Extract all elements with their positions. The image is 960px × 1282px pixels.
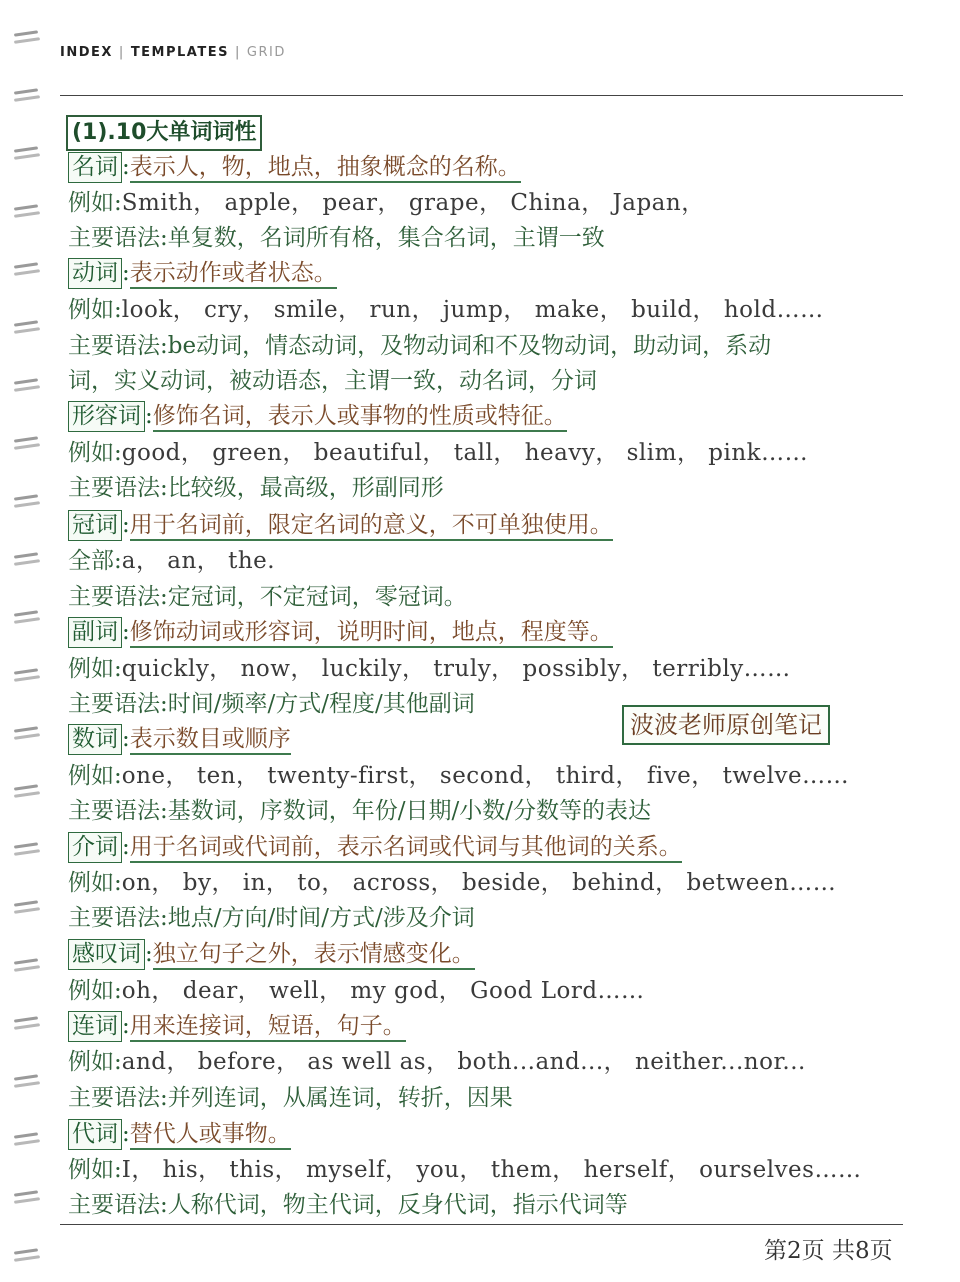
example-line: 例如:quickly， now， luckily， truly， possibly， terribly…… (68, 656, 791, 682)
binding-ring-icon (14, 724, 42, 746)
category-line: 形容词 :修饰名词，表示人或事物的性质或特征。 (68, 399, 567, 433)
grammar-text-continued: 词，实义动词，被动语态，主谓一致，动名词，分词 (68, 368, 597, 394)
binding-ring-icon (14, 318, 42, 340)
grammar-line: 主要语法:be动词，情态动词，及物动词和不及物动词，助动词，系动 (68, 333, 772, 359)
binding-ring-icon (14, 1014, 42, 1036)
binding-ring-icon (14, 28, 42, 50)
example-line: 例如:good， green， beautiful， tall， heavy， slim， pink…… (68, 440, 809, 466)
grammar-line: 主要语法:基数词，序数词，年份/日期/小数/分数等的表达 (68, 798, 651, 824)
grammar-continuation-line (68, 364, 597, 398)
binding-ring-icon (14, 260, 42, 282)
category-line: 名词 :表示人，物，地点，抽象概念的名称。 (68, 150, 521, 184)
example-label: 例如 (68, 870, 114, 896)
binding-ring-icon (14, 608, 42, 630)
header-index: INDEX (60, 45, 113, 60)
category-line: 数词 :表示数目或顺序 (68, 722, 291, 756)
category-label: 冠词 (68, 510, 122, 541)
category-definition: 表示人，物，地点，抽象概念的名称。 (130, 154, 521, 183)
grammar-text: 人称代词，物主代词，反身代词，指示代词等 (167, 1192, 628, 1218)
example-label: 例如 (68, 440, 114, 466)
grammar-text: 时间/频率/方式/程度/其他副词 (167, 691, 475, 717)
grammar-label: 主要语法 (68, 225, 160, 251)
category-line: 感叹词 :独立句子之外，表示情感变化。 (68, 937, 475, 971)
category-line: 连词 :用来连接词，短语，句子。 (68, 1009, 406, 1043)
example-words: look， cry， smile， run， jump， make， build， hold…… (121, 297, 824, 323)
grammar-line: 主要语法:比较级，最高级，形副同形 (68, 475, 444, 501)
example-label: 例如 (68, 978, 114, 1004)
category-definition: 用于名词前，限定名词的意义，不可单独使用。 (130, 512, 613, 541)
example-words: one， ten， twenty-first， second， third， five， twelve…… (121, 763, 850, 789)
example-label: 例如 (68, 190, 114, 216)
category-line: 代词 :替代人或事物。 (68, 1117, 291, 1151)
grammar-label: 主要语法 (68, 798, 160, 824)
binding-ring-icon (14, 1072, 42, 1094)
grammar-label: 主要语法 (68, 475, 160, 501)
page-header: INDEX | TEMPLATES | GRID (60, 45, 286, 60)
grammar-line: 主要语法:定冠词，不定冠词，零冠词。 (68, 584, 467, 610)
binding-ring-icon (14, 898, 42, 920)
grammar-text: 基数词，序数词，年份/日期/小数/分数等的表达 (167, 798, 651, 824)
example-label: 例如 (68, 763, 114, 789)
example-line: 例如:and， before， as well as， both...and...， neither...nor... (68, 1049, 806, 1075)
binding-ring-icon (14, 1246, 42, 1268)
grammar-line: 主要语法:人称代词，物主代词，反身代词，指示代词等 (68, 1192, 628, 1218)
category-label: 连词 (68, 1011, 122, 1042)
grammar-line: 主要语法:时间/频率/方式/程度/其他副词 (68, 691, 475, 717)
grammar-label: 主要语法 (68, 333, 160, 359)
category-definition: 用于名词或代词前，表示名词或代词与其他词的关系。 (130, 834, 682, 863)
binding-ring-icon (14, 666, 42, 688)
example-label: 例如 (68, 297, 114, 323)
footer-divider (60, 1224, 903, 1225)
example-line: 例如:one， ten， twenty-first， second， third， five， twelve…… (68, 763, 850, 789)
binding-ring-icon (14, 144, 42, 166)
binding-ring-icon (14, 956, 42, 978)
example-line: 例如:oh， dear， well， my god， Good Lord…… (68, 978, 645, 1004)
category-label: 名词 (68, 152, 122, 183)
category-definition: 独立句子之外，表示情感变化。 (153, 941, 475, 970)
grammar-line: 主要语法:地点/方向/时间/方式/涉及介词 (68, 905, 475, 931)
grammar-line: 主要语法:单复数，名词所有格，集合名词，主谓一致 (68, 225, 605, 251)
category-definition: 修饰名词，表示人或事物的性质或特征。 (153, 403, 567, 432)
example-line: 例如:look， cry， smile， run， jump， make， build， hold…… (68, 297, 824, 323)
category-label: 数词 (68, 724, 122, 755)
author-stamp: 波波老师原创笔记 (622, 705, 830, 745)
binding-ring-icon (14, 202, 42, 224)
grammar-label: 主要语法 (68, 1085, 160, 1111)
grammar-text: 定冠词，不定冠词，零冠词。 (167, 584, 467, 610)
grammar-label: 主要语法 (68, 584, 160, 610)
grammar-label: 主要语法 (68, 905, 160, 931)
example-line: 例如:on， by， in， to， across， beside， behind， between…… (68, 870, 837, 896)
grammar-line: 主要语法:并列连词，从属连词，转折，因果 (68, 1085, 513, 1111)
category-line: 动词 :表示动作或者状态。 (68, 256, 337, 290)
category-label: 形容词 (68, 401, 145, 432)
grammar-text: 比较级，最高级，形副同形 (167, 475, 444, 501)
page-number: 第2页 共8页 (764, 1238, 893, 1264)
example-words: good， green， beautiful， tall， heavy， slim， pink…… (121, 440, 809, 466)
binding-ring-icon (14, 782, 42, 804)
category-label: 感叹词 (68, 939, 145, 970)
binding-ring-icon (14, 840, 42, 862)
grammar-text: 地点/方向/时间/方式/涉及介词 (167, 905, 475, 931)
grammar-label: 主要语法 (68, 1192, 160, 1218)
category-label: 代词 (68, 1119, 122, 1150)
category-label: 动词 (68, 258, 122, 289)
example-words: and， before， as well as， both...and...， neither...nor... (121, 1049, 806, 1075)
example-line: 例如:Smith， apple， pear， grape， China， Japan， (68, 190, 705, 216)
category-line: 介词 :用于名词或代词前，表示名词或代词与其他词的关系。 (68, 830, 682, 864)
category-line: 副词 :修饰动词或形容词，说明时间，地点，程度等。 (68, 615, 613, 649)
binding-ring-icon (14, 86, 42, 108)
category-line: 冠词 :用于名词前，限定名词的意义，不可单独使用。 (68, 508, 613, 542)
example-label: 例如 (68, 1049, 114, 1075)
grammar-label: 主要语法 (68, 691, 160, 717)
category-definition: 替代人或事物。 (130, 1121, 291, 1150)
header-grid: GRID (246, 45, 286, 60)
example-words: quickly， now， luckily， truly， possibly， terribly…… (121, 656, 791, 682)
category-label: 介词 (68, 832, 122, 863)
binding-ring-icon (14, 376, 42, 398)
category-definition: 表示动作或者状态。 (130, 260, 337, 289)
example-line: 例如:I， his， this， myself， you， them， herself， ourselves…… (68, 1157, 862, 1183)
example-words: Smith， apple， pear， grape， China， Japan， (121, 190, 705, 216)
binding-ring-icon (14, 1130, 42, 1152)
grammar-text: be动词，情态动词，及物动词和不及物动词，助动词，系动 (167, 333, 772, 359)
grammar-text: 单复数，名词所有格，集合名词，主谓一致 (167, 225, 605, 251)
example-label: 全部 (68, 548, 114, 574)
grammar-text: 并列连词，从属连词，转折，因果 (167, 1085, 513, 1111)
binding-ring-icon (14, 550, 42, 572)
binding-ring-icon (14, 492, 42, 514)
example-label: 例如 (68, 1157, 114, 1183)
header-divider (60, 95, 903, 96)
category-label: 副词 (68, 617, 122, 648)
binding-ring-icon (14, 1188, 42, 1210)
example-words: on， by， in， to， across， beside， behind， between…… (121, 870, 837, 896)
category-definition: 表示数目或顺序 (130, 726, 291, 755)
header-templates: TEMPLATES (130, 45, 229, 60)
binding-ring-icon (14, 434, 42, 456)
example-line: 全部:a， an， the. (68, 548, 276, 574)
category-definition: 修饰动词或形容词，说明时间，地点，程度等。 (130, 619, 613, 648)
example-words: I， his， this， myself， you， them， herself， ourselves…… (121, 1157, 862, 1183)
category-definition: 用来连接词，短语，句子。 (130, 1013, 406, 1042)
example-words: a， an， the. (121, 548, 276, 574)
example-label: 例如 (68, 656, 114, 682)
section-title: (1).10大单词词性 (66, 115, 262, 151)
example-words: oh， dear， well， my god， Good Lord…… (121, 978, 645, 1004)
